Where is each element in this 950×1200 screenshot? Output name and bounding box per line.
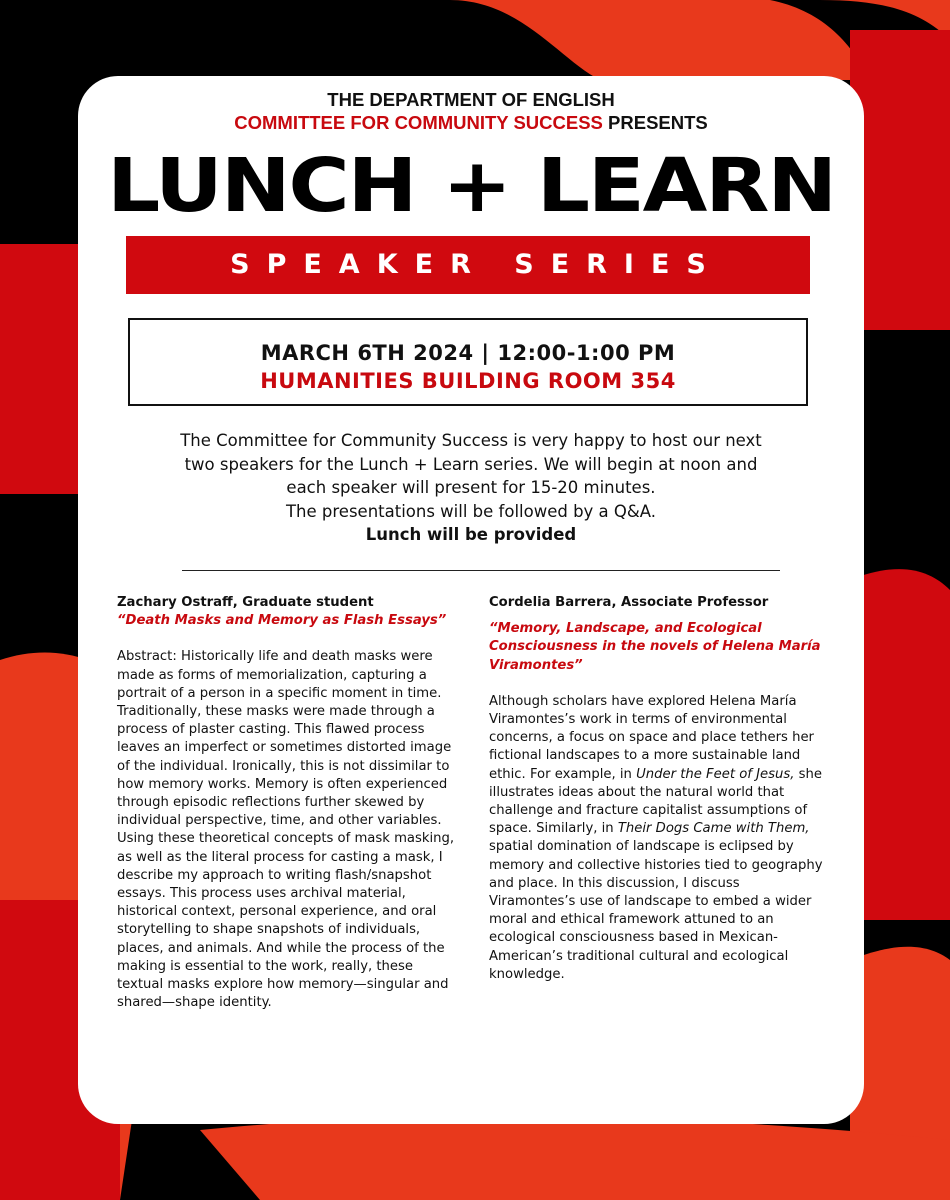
talk-abstract xyxy=(489,693,829,984)
divider xyxy=(182,570,780,571)
book-title: Under the Feet of Jesus, xyxy=(636,766,795,782)
talk-abstract: Abstract: Historically life and death masks were made as forms of memorialization, capturing a portrait of a person in a specific moment in time. Traditionally, these masks were made through a process of plaster casting. This flawed process leaves an imperfect or sometimes distorted image of the individual. Ironically, this is not dissimilar to how memory works. Memory is often experienced through episodic reflections further skewed by individual perspective, time, and other variables. Using these theoretical concepts of mask masking, as well as the literal process for casting a mask, I describe my approach to writing flash/snapshot essays. This process uses archival material, historical context, personal experience, and oral storytelling to shape snapshots of individuals, places, and animals. And while the process of the making is essential to the work, really, these textual masks explore how memory—singular and shared—shape identity. xyxy=(117,649,455,1011)
speaker-name: Zachary Ostraff, Graduate student xyxy=(117,595,374,610)
date-location-box xyxy=(128,318,808,406)
intro-line: two speakers for the Lunch + Learn series. We will begin at noon and xyxy=(184,454,758,474)
speaker-name: Cordelia Barrera, Associate Professor xyxy=(489,595,769,610)
intro-line: The presentations will be followed by a Q&A. xyxy=(285,501,657,521)
abstract-text: Although scholars have explored Helena María Viramontes’s work in terms of environmental concerns, a focus on space and place tethers her fictional landscapes to a more sustainable land ethic. For example, in xyxy=(489,693,814,782)
presents-word: PRESENTS xyxy=(602,112,708,133)
abstract-text: spatial domination of landscape is eclipsed by memory and collective histories tied to geography and place. In this discussion, I discuss Viramontes’s use of landscape to embed a wider moral and ethical framework attuned to an ecological consciousness based in Mexican-American’s traditional cultural and ecological knowledge. xyxy=(489,839,823,982)
department-name: THE DEPARTMENT OF ENGLISH xyxy=(327,89,615,110)
book-title: Their Dogs Came with Them, xyxy=(617,821,810,837)
intro-line: each speaker will present for 15-20 minutes. xyxy=(286,478,656,497)
committee-name: COMMITTEE FOR COMMUNITY SUCCESS xyxy=(234,112,603,133)
lunch-note: Lunch will be provided xyxy=(365,525,577,544)
presenter-heading xyxy=(78,88,864,134)
event-datetime: MARCH 6TH 2024 | 12:00-1:00 PM xyxy=(260,341,676,365)
event-location: HUMANITIES BUILDING ROOM 354 xyxy=(260,369,676,393)
intro-line: The Committee for Community Success is very happy to host our next xyxy=(180,431,762,450)
abstract-text: she illustrates ideas about the natural world that challenge and fracture capitalist assumptions of space. Similarly, in xyxy=(489,766,822,837)
talk-title: “Death Masks and Memory as Flash Essays” xyxy=(117,613,447,629)
series-banner: SPEAKER SERIES xyxy=(126,236,810,294)
speaker-column-2 xyxy=(489,594,829,984)
event-card xyxy=(78,76,864,1124)
intro-text xyxy=(138,429,804,547)
red-band-right-middle xyxy=(850,569,950,920)
talk-title: “Memory, Landscape, and Ecological Consciousness in the novels of Helena María Viramontes” xyxy=(489,621,821,673)
speaker-column-1 xyxy=(117,594,462,1012)
committee-line xyxy=(78,111,864,134)
event-title: LUNCH + LEARN xyxy=(107,143,835,229)
